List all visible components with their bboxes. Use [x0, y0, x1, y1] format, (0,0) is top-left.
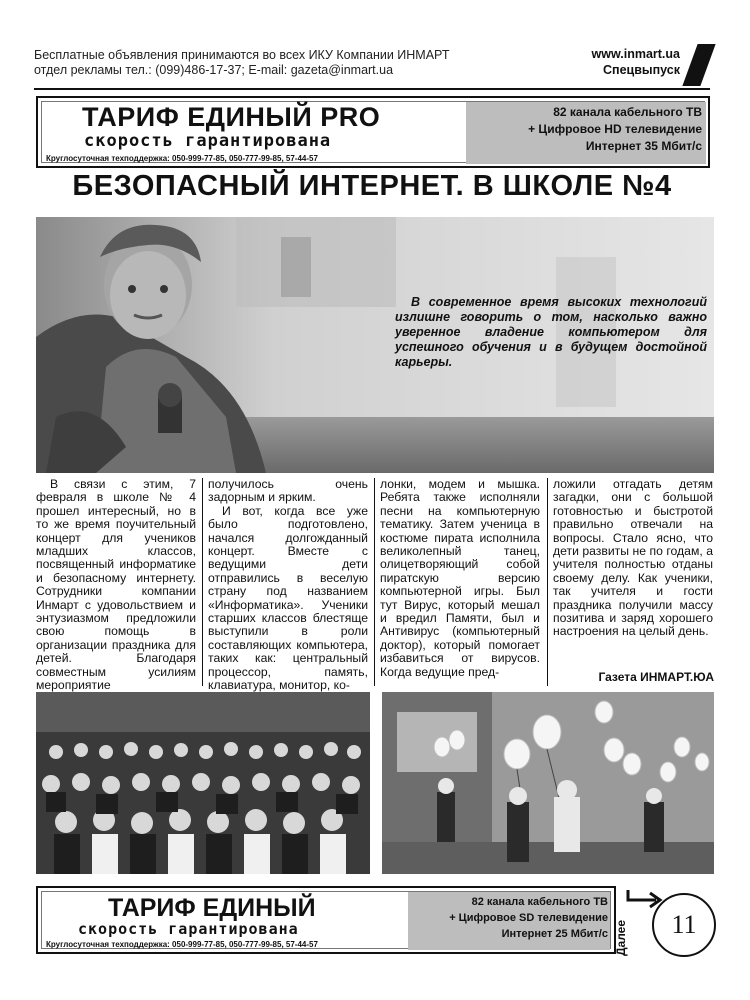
top-ad-title: ТАРИФ ЕДИНЫЙ PRO: [82, 102, 381, 132]
ads-notice: Бесплатные объявления принимаются во всех ИКУ Компании ИНМАРТ: [34, 48, 450, 62]
masthead-info: [34, 48, 574, 78]
bottom-ad-banner[interactable]: [36, 886, 616, 954]
column-divider-3: [547, 478, 548, 686]
column-divider-1: [202, 478, 203, 686]
bottom-ad-feature-internet: Интернет 25 Мбит/с: [501, 928, 608, 940]
article-column-3: [380, 478, 540, 679]
top-ad-support: Круглосуточная техподдержка: 050-999-77-85, 050-777-99-85, 57-44-57: [46, 154, 318, 163]
column-2-text-a: получилось очень задорным и ярким.: [208, 477, 368, 505]
top-ad-features: [466, 104, 702, 155]
bottom-ad-features: [404, 894, 608, 942]
article-headline: БЕЗОПАСНЫЙ ИНТЕРНЕТ. В ШКОЛЕ №4: [72, 170, 672, 202]
header-slash-decoration: [682, 44, 715, 86]
bottom-ad-title: ТАРИФ ЕДИНЫЙ: [108, 894, 316, 922]
article-column-4: [553, 478, 713, 639]
masthead-right: [560, 46, 680, 78]
article-lead: В современное время высоких технологий излишне говорить о том, насколько важно уверенное владение компьютером для успешного обучения и в будущем достойной карьеры.: [395, 295, 707, 369]
bottom-ad-feature-digital: + Цифровое SD телевидение: [449, 912, 608, 924]
bottom-ad-subtitle: скорость гарантирована: [78, 920, 299, 938]
top-ad-feature-tv: 82 канала кабельного ТВ: [553, 105, 702, 119]
top-ad-banner[interactable]: [36, 96, 710, 168]
top-ad-subtitle: скорость гарантирована: [84, 131, 332, 151]
article-signature: Газета ИНМАРТ.ЮА: [598, 670, 714, 684]
bottom-ad-support: Круглосуточная техподдержка: 050-999-77-85, 050-777-99-85, 57-44-57: [46, 940, 318, 949]
photo-audience: [36, 692, 370, 874]
next-page-label[interactable]: Далее: [614, 919, 628, 956]
article-column-2: [208, 478, 368, 693]
issue-label: Спецвыпуск: [603, 63, 680, 77]
article-column-1: [36, 478, 196, 693]
top-ad-feature-internet: Интернет 35 Мбит/с: [585, 139, 702, 153]
header-rule: [34, 88, 710, 90]
ads-contact: отдел рекламы тел.: (099)486-17-37; E-mail: gazeta@inmart.ua: [34, 63, 394, 77]
column-3-text: лонки, модем и мышка. Ребята также исполняли песни на компьютерную тематику. Затем ученица в костюме пирата исполнила великолепный танец, олицетворяющий собой пиратскую версию компьютерной игры. Был тут Вирус, который мешал и вредил Памяти, был и Антивирус (компьютерный доктор), который помогает избавиться от вирусов. Когда ведущие пред-: [380, 477, 540, 679]
photo-audience-image: [36, 692, 370, 874]
column-2-text-b: И вот, когда все уже было подготовлено, начался долгожданный концерт. Вместе с ведущими дети отправились в веселую страну под названием «Информатика». Ученики старших классов блестяще выступили в роли составляющих компьютера, таких как: центральный процессор, память, клавиатура, монитор, ко-: [208, 503, 368, 693]
photo-balloons-image: [382, 692, 714, 874]
bottom-ad-feature-tv: 82 канала кабельного ТВ: [471, 896, 608, 908]
column-divider-2: [374, 478, 375, 686]
page-number: 11: [652, 893, 716, 957]
photo-balloons: [382, 692, 714, 874]
column-1-text: В связи с этим, 7 февраля в школе № 4 прошел интересный, но в то же время поучительный концерт для учеников младших классов, посвященный информатике и безопасному интернету. Сотрудники компании Инмарт с удовольствием и энтузиазмом предложили свою помощь в организации праздника для детей. Благодаря совместным усилиям мероприятие: [36, 477, 196, 693]
top-ad-feature-digital: + Цифровое HD телевидение: [528, 122, 702, 136]
article-body: [36, 477, 713, 693]
site-url[interactable]: www.inmart.ua: [591, 47, 680, 61]
column-4-text: ложили отгадать детям загадки, они с большой готовностью и быстротой правильно отвечали на вопросы. Стало ясно, что дети развиты не по годам, а учителя полностью отданы своему делу. Как ученики, так учителя и гости праздника получили массу позитива и заряд хорошего настроения на целый день.: [553, 477, 713, 639]
